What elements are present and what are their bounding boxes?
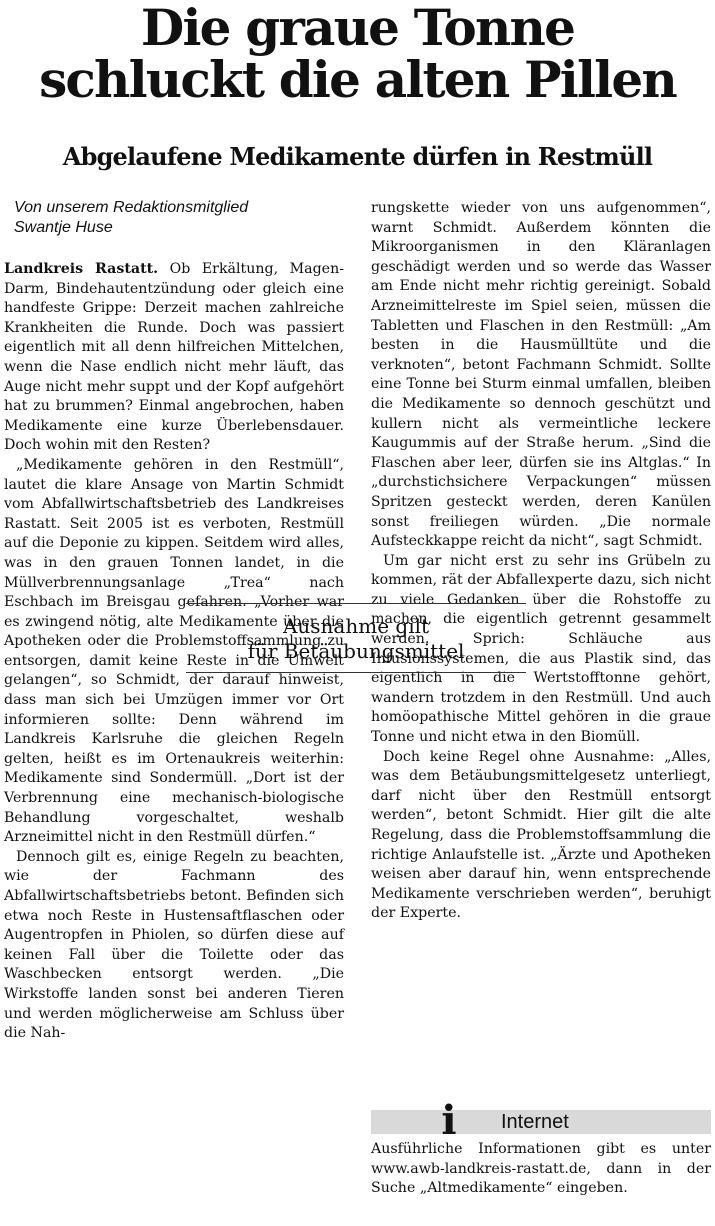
- info-box-header: [371, 1097, 711, 1144]
- byline: [14, 198, 344, 238]
- article-paragraph: rungskette wieder von uns aufgenommen“, warnt Schmidt. Außerdem könnten die Mikroorganismen in den Kläranlagen geschädigt werden und so werde das Wasser am Ende nicht mehr richtig gereinigt. Sobald Arzneimittelreste im Spiel seien, müssen die Tabletten und Flaschen in den Restmüll: „Am besten in die Hausmülltüte und die verknoten“, betont Fachmann Schmidt. Sollte eine Tonne bei Sturm einmal umfallen, bleiben die Medikamente so dennoch geschützt und kullern nicht als vermeintliche leckere Kaugummis auf der Straße herum. „Sind die Flaschen aber leer, dürfen sie ins Altglas.“ In „durchstichsichere Verpackungen“ müssen Spritzen gesteckt werden, deren Kanülen sonst freiliegen würden. „Die normale Aufsteckkappe reicht da nicht“, sagt Schmidt.: [371, 200, 711, 550]
- pullquote: [186, 604, 526, 664]
- pullquote-box: [186, 603, 526, 673]
- article-paragraph: Doch keine Regel ohne Ausnahme: „Alles, was dem Betäubungsmittelgesetz unterliegt, darf nicht über den Restmüll entsorgt werden“, betont Schmidt. Hier gilt die alte Regelung, dass die Problemstoffsammlung die richtige Anlaufstelle ist. „Ärzte und Apotheken weisen aber darauf hin, wenn entsprechende Medikamente verschrieben werden“, beruhigt der Experte.: [371, 748, 711, 922]
- info-box: [371, 1097, 711, 1199]
- byline-author: Swantje Huse: [14, 219, 113, 236]
- article-paragraph: [4, 260, 344, 456]
- article-paragraph: Dennoch gilt es, einige Regeln zu beachten, wie der Fachmann des Abfallwirtschaftsbetriebs betont. Befinden sich etwa noch Reste in Hustensaftflaschen oder Augentropfen in Phiolen, so dürfen diese auf keinen Fall über die Toilette oder das Waschbecken entsorgt werden. „Die Wirkstoffe landen sonst bei anderen Tieren und werden möglicherweise am Schluss über die Nah-: [4, 848, 344, 1042]
- info-icon: i: [441, 1097, 457, 1144]
- headline-line-2: schluckt die alten Pillen: [39, 50, 676, 109]
- headline-line-1: Die graue Tonne: [140, 0, 575, 57]
- paragraph-text: Ob Erkältung, Magen-Darm, Bindehautentzündung oder gleich eine handfeste Grippe: Derzeit machen zahlreiche Krankheiten die Runde. Doch was passiert eigentlich mit all denn hilfreichen Mittelchen, wenn die Nase endlich nicht mehr läuft, das Auge nicht mehr suppt und der Kopf aufgehört hat zu brummen? Einmal angebrochen, haben Medikamente eine kurze Überlebensdauer. Doch wohin mit den Resten?: [4, 261, 345, 454]
- pullquote-line-2: für Betäubungsmittel: [247, 639, 465, 663]
- info-box-title: Internet: [501, 1111, 569, 1133]
- pullquote-line-1: Ausnahme gilt: [282, 614, 430, 638]
- headline: [0, 0, 715, 109]
- article-column-2: [371, 199, 711, 924]
- pullquote-bottom-rule: [186, 672, 526, 673]
- article-paragraph: Um gar nicht erst zu sehr ins Grübeln zu kommen, rät der Abfallexperte dazu, sich nicht zu viele Gedanken über die Rohstoffe zu machen, die eigentlich getrennt gesammelt werden. Sprich: Schläuche aus Infusionssystemen, die aus Plastik sind, das eigentlich in die Wertstofftonne gehört, wandern trotzdem in den Restmüll. Und auch homöopathische Mittel gehören in die graue Tonne und nicht etwa in den Biomüll.: [371, 552, 711, 746]
- article-paragraph: „Medikamente gehören in den Restmüll“, lautet die klare Ansage von Martin Schmidt vom Abfallwirtschaftsbetrieb des Landkreises Rastatt. Seit 2005 ist es verboten, Restmüll auf die Deponie zu kippen. Seitdem wird alles, was in den grauen Tonnen landet, in die Müllverbrennungsanlage „Trea“ nach Eschbach im Breisgau gefahren. „Vorher war es zwingend nötig, alte Medikamente über die Apotheken oder die Problemstoffsammlung zu entsorgen, damit keine Reste in die Umwelt gelangen“, so Schmidt, der darauf hinweist, dass man sich bei Umzügen immer vor Ort informieren sollte: Denn während im Landkreis Karlsruhe die gleichen Regeln gelten, heißt es im Ortenaukreis weiterhin: Medikamente sind Sondermüll. „Dort ist der Verbrennung eine mechanisch-biologische Behandlung vorgeschaltet, weshalb Arzneimittel nicht in den Restmüll dürfen.“: [4, 456, 344, 846]
- dateline: Landkreis Rastatt.: [4, 261, 159, 277]
- subheadline: Abgelaufene Medikamente dürfen in Restmüll: [62, 142, 653, 171]
- byline-line-1: Von unserem Redaktionsmitglied: [14, 199, 249, 216]
- info-box-text: Ausführliche Informationen gibt es unter www.awb-landkreis-rastatt.de, dann in der Suche „Altmedikamente“ eingeben.: [371, 1141, 711, 1197]
